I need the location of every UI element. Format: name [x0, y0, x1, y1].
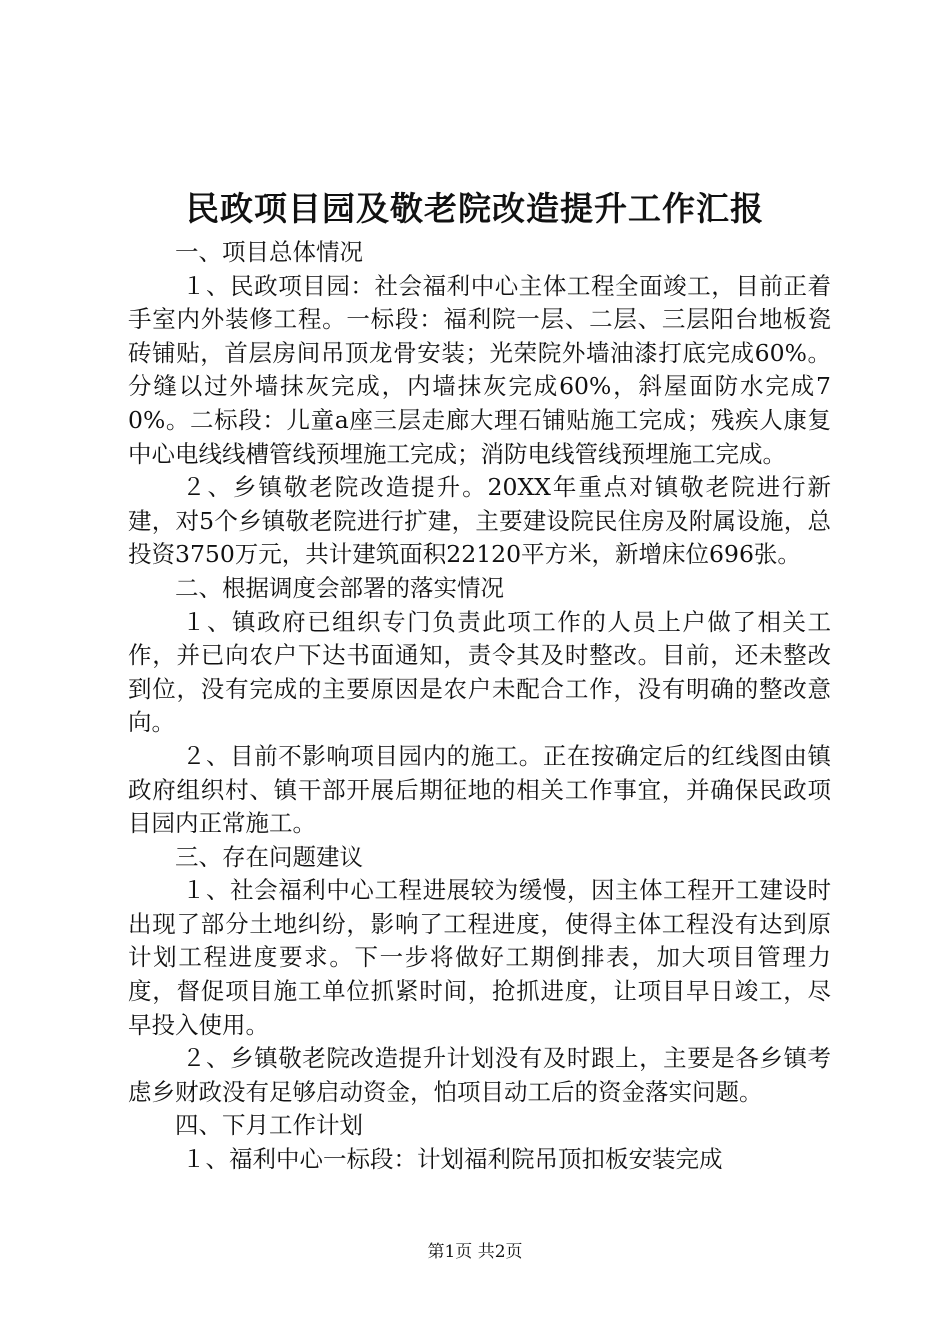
paragraph-2-1: １、镇政府已组织专门负责此项工作的人员上户做了相关工作，并已向农户下达书面通知，责令其及时整改。目前，还未整改到位，没有完成的主要原因是农户未配合工作，没有明确的整改意向。 — [128, 607, 831, 737]
paragraph-3-1: １、社会福利中心工程进展较为缓慢，因主体工程开工建设时出现了部分土地纠纷，影响了工程进度，使得主体工程没有达到原计划工程进度要求。下一步将做好工期倒排表，加大项目管理力度，督促项目施工单位抓紧时间，抢抓进度，让项目早日竣工，尽早投入使用。 — [128, 876, 831, 1039]
section-heading-4: 四、下月工作计划 — [175, 1111, 363, 1140]
paragraph-4-1: １、福利中心一标段：计划福利院吊顶扣板安装完成 — [182, 1145, 723, 1174]
section-heading-2: 二、根据调度会部署的落实情况 — [175, 573, 504, 602]
page-number-footer: 第1页 共2页 — [427, 1242, 523, 1262]
paragraph-2-2: ２、目前不影响项目园内的施工。正在按确定后的红线图由镇政府组织村、镇干部开展后期征地的相关工作事宜，并确保民政项目园内正常施工。 — [128, 741, 831, 838]
section-heading-3: 三、存在问题建议 — [175, 842, 363, 871]
paragraph-3-2: ２、乡镇敬老院改造提升计划没有及时跟上，主要是各乡镇考虑乡财政没有足够启动资金，怕项目动工后的资金落实问题。 — [128, 1044, 831, 1106]
section-heading-1: 一、项目总体情况 — [175, 238, 363, 266]
paragraph-1-1: １、民政项目园：社会福利中心主体工程全面竣工，目前正着手室内外装修工程。一标段：福利院一层、二层、三层阳台地板瓷砖铺贴，首层房间吊顶龙骨安装；光荣院外墙油漆打底完成60%。分缝以过外墙抹灰完成，内墙抹灰完成60%，斜屋面防水完成70%。二标段：儿童a座三层走廊大理石铺贴施工完成；残疾人康复中心电线线槽管线预埋施工完成；消防电线管线预埋施工完成。 — [128, 271, 831, 468]
paragraph-1-2: ２、乡镇敬老院改造提升。20XX年重点对镇敬老院进行新建，对5个乡镇敬老院进行扩建，主要建设院民住房及附属设施，总投资3750万元，共计建筑面积22120平方米，新增床位696张。 — [128, 473, 831, 569]
document-title: 民政项目园及敬老院改造提升工作汇报 — [186, 189, 764, 228]
document-body — [128, 236, 831, 1177]
